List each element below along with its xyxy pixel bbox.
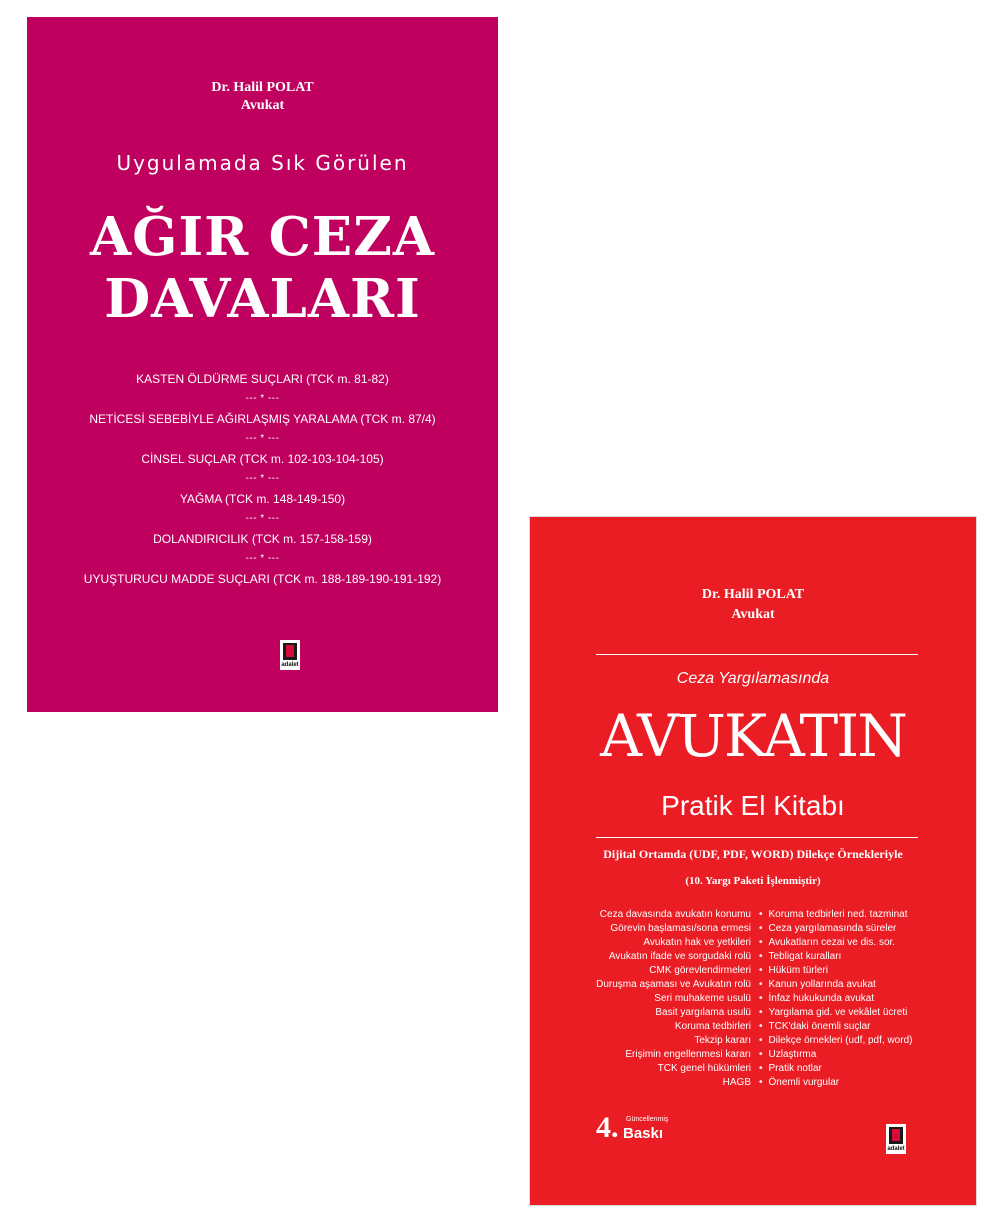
author-title: Avukat [731,607,775,622]
topic-item: Görevin başlaması/sona ermesi [610,923,751,934]
topic-item: Basit yargılama usulü [655,1007,751,1018]
publisher-logo [886,1124,906,1154]
topic-item: Tekzip kararı [694,1035,751,1046]
book-subtitle: Ceza Yargılamasında [676,670,830,687]
topic-item: TCK genel hükümleri [657,1063,751,1074]
author-name: Dr. Halil POLAT [701,587,805,602]
topic-item: Erişimin engellenmesi kararı [625,1049,751,1060]
topic-item: Avukatın hak ve yetkileri [643,937,751,948]
topic-item: CİNSEL SUÇLAR (TCK m. 102-103-104-105) [141,452,384,466]
topic-item: • Ceza yargılamasında süreler [759,922,974,936]
divider [596,837,918,838]
topic-item: • Dilekçe örnekleri (udf, pdf, word) [759,1034,974,1048]
topic-item: Ceza davasında avukatın konumu [599,909,751,920]
book-cover-avukatin-pratik-el-kitabi[interactable] [529,516,977,1206]
publisher-logo-icon [889,1127,903,1144]
topic-item: NETİCESİ SEBEBİYLE AĞIRLAŞMIŞ YARALAMA (TCK m. 87/4) [89,412,436,426]
topic-item: • Pratik notlar [759,1062,974,1076]
publisher-name: adalet [887,1146,905,1152]
book-cover-agir-ceza-davalari[interactable] [27,17,498,712]
edition-label: Baskı [623,1125,664,1142]
topic-item: Seri muhakeme usulü [654,993,751,1004]
book-subtitle: Uygulamada Sık Görülen [116,151,409,175]
book-title-secondary: Pratik El Kitabı [661,790,845,821]
topic-item: • İnfaz hukukunda avukat [759,992,974,1006]
topic-separator: --- * --- [245,473,280,484]
book-description: Dijital Ortamda (UDF, PDF, WORD) Dilekçe Örnekleriyle [603,847,903,861]
publisher-logo-icon [283,643,297,660]
book-title-line2: DAVALARI [104,268,421,330]
divider [596,654,918,655]
book-note: (10. Yargı Paketi İşlenmiştir) [685,875,821,887]
topic-item: Duruşma aşaması ve Avukatın rolü [596,979,751,990]
publisher-name: adalet [281,662,299,668]
topic-item: • Uzlaştırma [759,1048,974,1062]
topic-item: • Hüküm türleri [759,964,974,978]
publisher-logo [280,640,300,670]
topic-item: Avukatın ifade ve sorgudaki rolü [608,951,751,962]
topic-item: DOLANDIRICILIK (TCK m. 157-158-159) [153,532,372,546]
edition-updated-label: Güncellenmiş [626,1116,669,1123]
author-name: Dr. Halil POLAT [211,80,314,95]
author-title: Avukat [240,98,285,113]
book-title-line1: AĞIR CEZA [89,206,436,268]
topic-item: • Önemli vurgular [759,1076,974,1090]
topic-item: • Avukatların cezai ve dis. sor. [759,936,974,950]
edition-number: 4. [596,1111,619,1144]
topic-item: • Yargılama gid. ve vekâlet ücreti [759,1006,974,1020]
topic-list [27,369,498,589]
topic-item: • Tebligat kuralları [759,950,974,964]
topic-item: • Koruma tedbirleri ned. tazminat [759,908,974,922]
topic-item: KASTEN ÖLDÜRME SUÇLARI (TCK m. 81-82) [136,372,389,386]
topic-separator: --- * --- [245,433,280,444]
book-title: AVUKATIN [600,702,906,770]
topic-item: YAĞMA (TCK m. 148-149-150) [179,492,346,506]
topic-item: CMK görevlendirmeleri [649,965,751,976]
topic-item: • TCK'daki önemli suçlar [759,1020,974,1034]
topic-separator: --- * --- [245,553,280,564]
topic-item: HAGB [722,1077,751,1088]
topic-item: Koruma tedbirleri [674,1021,751,1032]
topic-list-left [530,908,751,1090]
topic-separator: --- * --- [245,513,280,524]
topic-item: UYUŞTURUCU MADDE SUÇLARI (TCK m. 188-189-190-191-192) [83,572,442,586]
topic-item: • Kanun yollarında avukat [759,978,974,992]
topic-list-right [759,908,974,1090]
topic-separator: --- * --- [245,393,280,404]
